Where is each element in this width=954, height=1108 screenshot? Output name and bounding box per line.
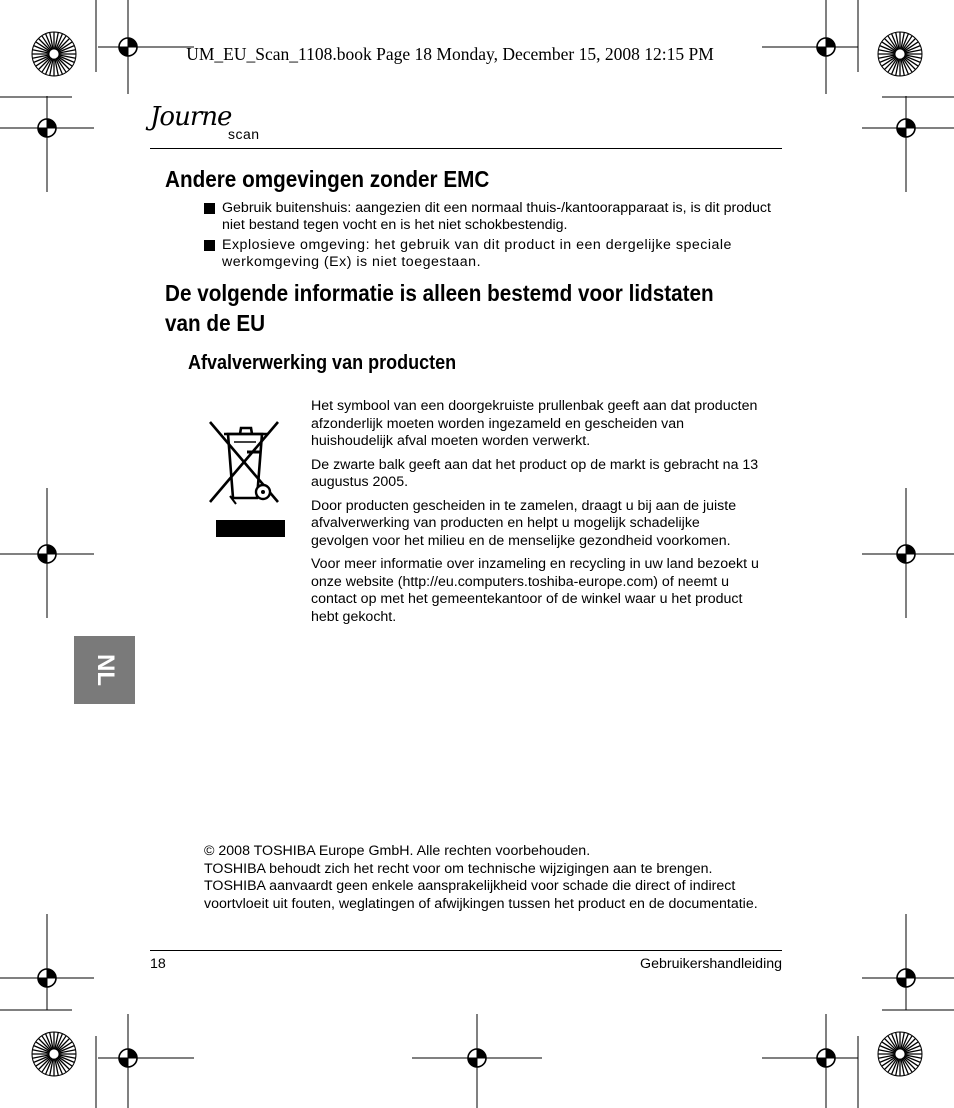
waste-disposal-text — [311, 398, 761, 632]
bullet-item — [204, 200, 774, 234]
header-rule — [150, 148, 782, 149]
bullet-square-icon — [204, 203, 215, 214]
manual-name: Gebruikershandleiding — [640, 956, 782, 972]
bullet-text: Explosieve omgeving: het gebruik van dit product in een dergelijke speciale werkomgeving (Ex) is niet toegestaan. — [222, 237, 732, 270]
journe-scan-logo — [148, 100, 278, 152]
paragraph: Door producten gescheiden in te zamelen, draagt u bij aan de juiste afvalverwerking van producten en helpt u mogelijk schadelijke gevolgen voor het milieu en de menselijke gezondheid voorkomen. — [311, 497, 737, 549]
footer-line: © 2008 TOSHIBA Europe GmbH. Alle rechten voorbehouden. — [204, 843, 591, 859]
copyright-footer — [204, 843, 784, 913]
bullet-item — [204, 237, 774, 271]
section-title-eu: De volgende informatie is alleen bestemd voor lidstaten van de EU — [165, 280, 714, 336]
language-tab-label: NL — [91, 654, 119, 686]
paragraph: Het symbool van een doorgekruiste prullenbak geeft aan dat producten afzonderlijk moeten worden ingezameld en gescheiden van huishoudelijk afval moeten worden verwerkt. — [311, 398, 758, 449]
paragraph: Voor meer informatie over inzameling en recycling in uw land bezoekt u onze website (http://eu.computers.toshiba-europe.com) of neemt u contact op met het gemeentekantoor of de winkel waar u het product hebt gekocht. — [311, 556, 759, 625]
print-header: UM_EU_Scan_1108.book Page 18 Monday, December 15, 2008 12:15 PM — [186, 44, 714, 64]
language-tab — [74, 636, 135, 704]
crossed-out-wheelie-bin-icon — [206, 418, 288, 538]
subsection-title-waste: Afvalverwerking van producten — [188, 352, 457, 374]
bullet-text: Gebruik buitenshuis: aangezien dit een normaal thuis-/kantoorapparaat is, is dit product niet bestand tegen vocht en is het niet schokbestendig. — [222, 200, 771, 233]
page-number: 18 — [150, 956, 166, 972]
footer-rule — [150, 950, 782, 951]
bullet-square-icon — [204, 240, 215, 251]
logo-script-text: Journe — [150, 102, 232, 132]
logo-sub-text: scan — [228, 126, 260, 142]
footer-line: TOSHIBA aanvaardt geen enkele aansprakelijkheid voor schade die direct of indirect voortvloeit uit fouten, weglatingen of afwijkingen tussen het product en de documentatie. — [204, 878, 758, 912]
footer-line: TOSHIBA behoudt zich het recht voor om technische wijzigingen aan te brengen. — [204, 860, 713, 877]
paragraph: De zwarte balk geeft aan dat het product op de markt is gebracht na 13 augustus 2005. — [311, 456, 759, 490]
emc-bullet-list — [204, 200, 774, 274]
section-title-emc: Andere omgevingen zonder EMC — [165, 166, 490, 192]
